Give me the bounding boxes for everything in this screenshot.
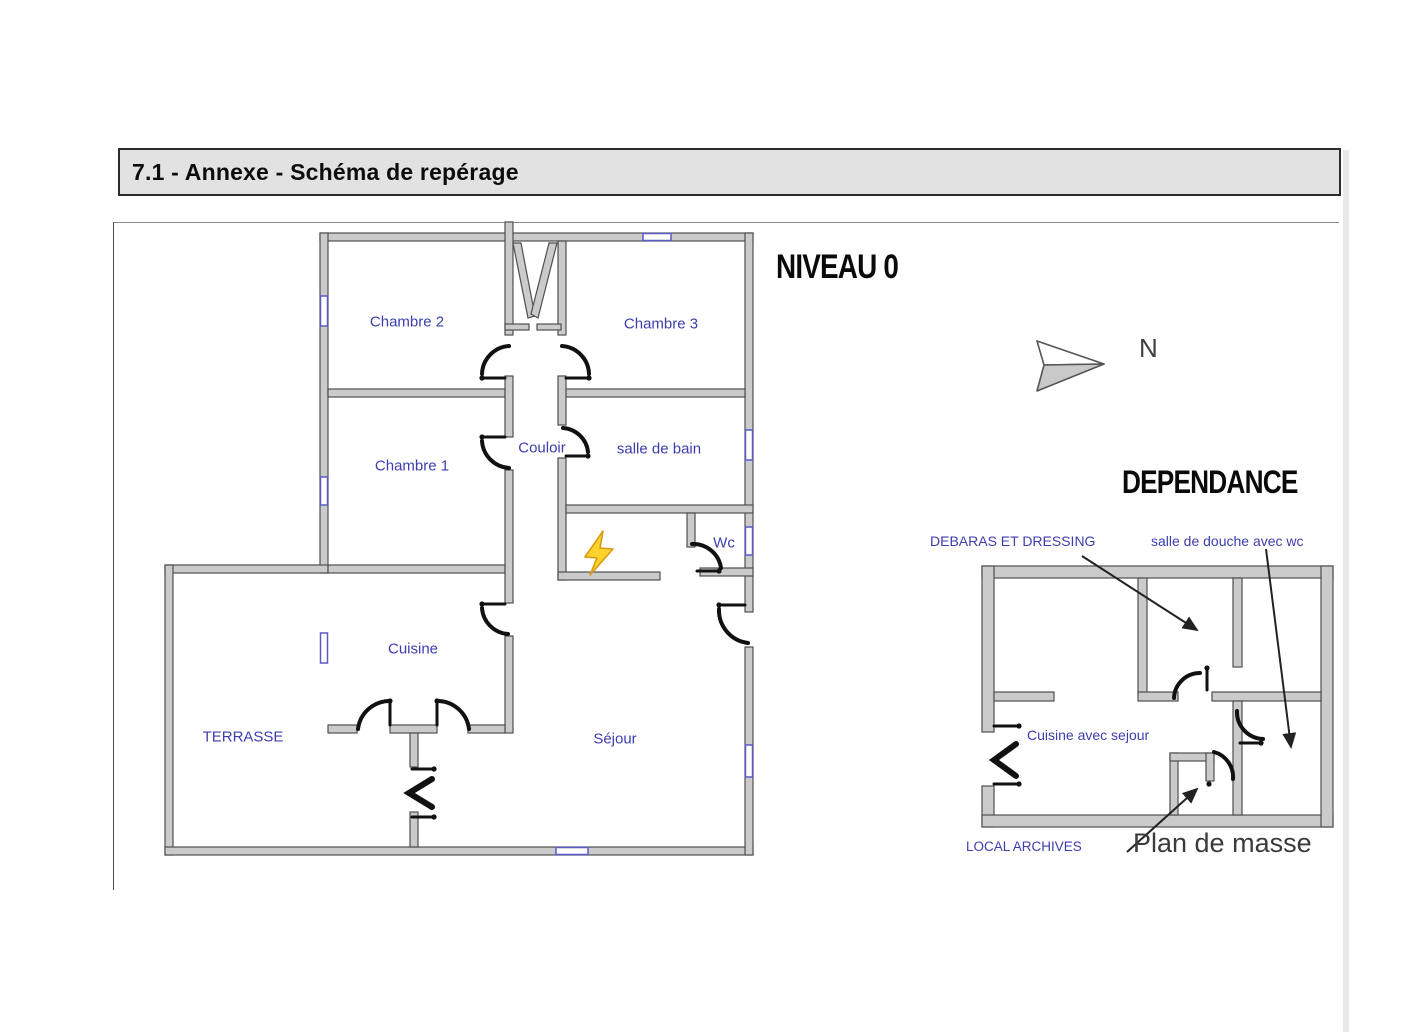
plan-de-masse-caption: Plan de masse xyxy=(1133,828,1312,858)
dependance-title: DEPENDANCE xyxy=(1122,464,1298,500)
room-label-wc: Wc xyxy=(713,534,735,552)
room-label-chambre3: Chambre 3 xyxy=(623,315,699,333)
room-label-sejour: Séjour xyxy=(593,730,637,748)
north-label: N xyxy=(1139,333,1158,363)
room-label-salle-de-bain: salle de bain xyxy=(616,440,702,458)
room-label-cuisine: Cuisine xyxy=(387,640,439,658)
callout-local-archives: LOCAL ARCHIVES xyxy=(966,839,1082,854)
section-title: 7.1 - Annexe - Schéma de repérage xyxy=(132,158,519,185)
lightning-bolt-icon xyxy=(585,531,613,575)
room-label-terrasse: TERRASSE xyxy=(202,728,284,746)
callout-salle-de-douche-avec-wc: salle de douche avec wc xyxy=(1151,533,1304,549)
room-label-chambre2: Chambre 2 xyxy=(369,313,445,331)
callout-cuisine-avec-sejour: Cuisine avec sejour xyxy=(1027,727,1150,743)
callout-debaras-et-dressing: DEBARAS ET DRESSING xyxy=(930,533,1096,549)
room-label-chambre1: Chambre 1 xyxy=(374,457,450,475)
room-label-couloir: Couloir xyxy=(518,439,566,457)
niveau0-title: NIVEAU 0 xyxy=(776,248,899,286)
north-arrow-icon xyxy=(1037,341,1104,391)
